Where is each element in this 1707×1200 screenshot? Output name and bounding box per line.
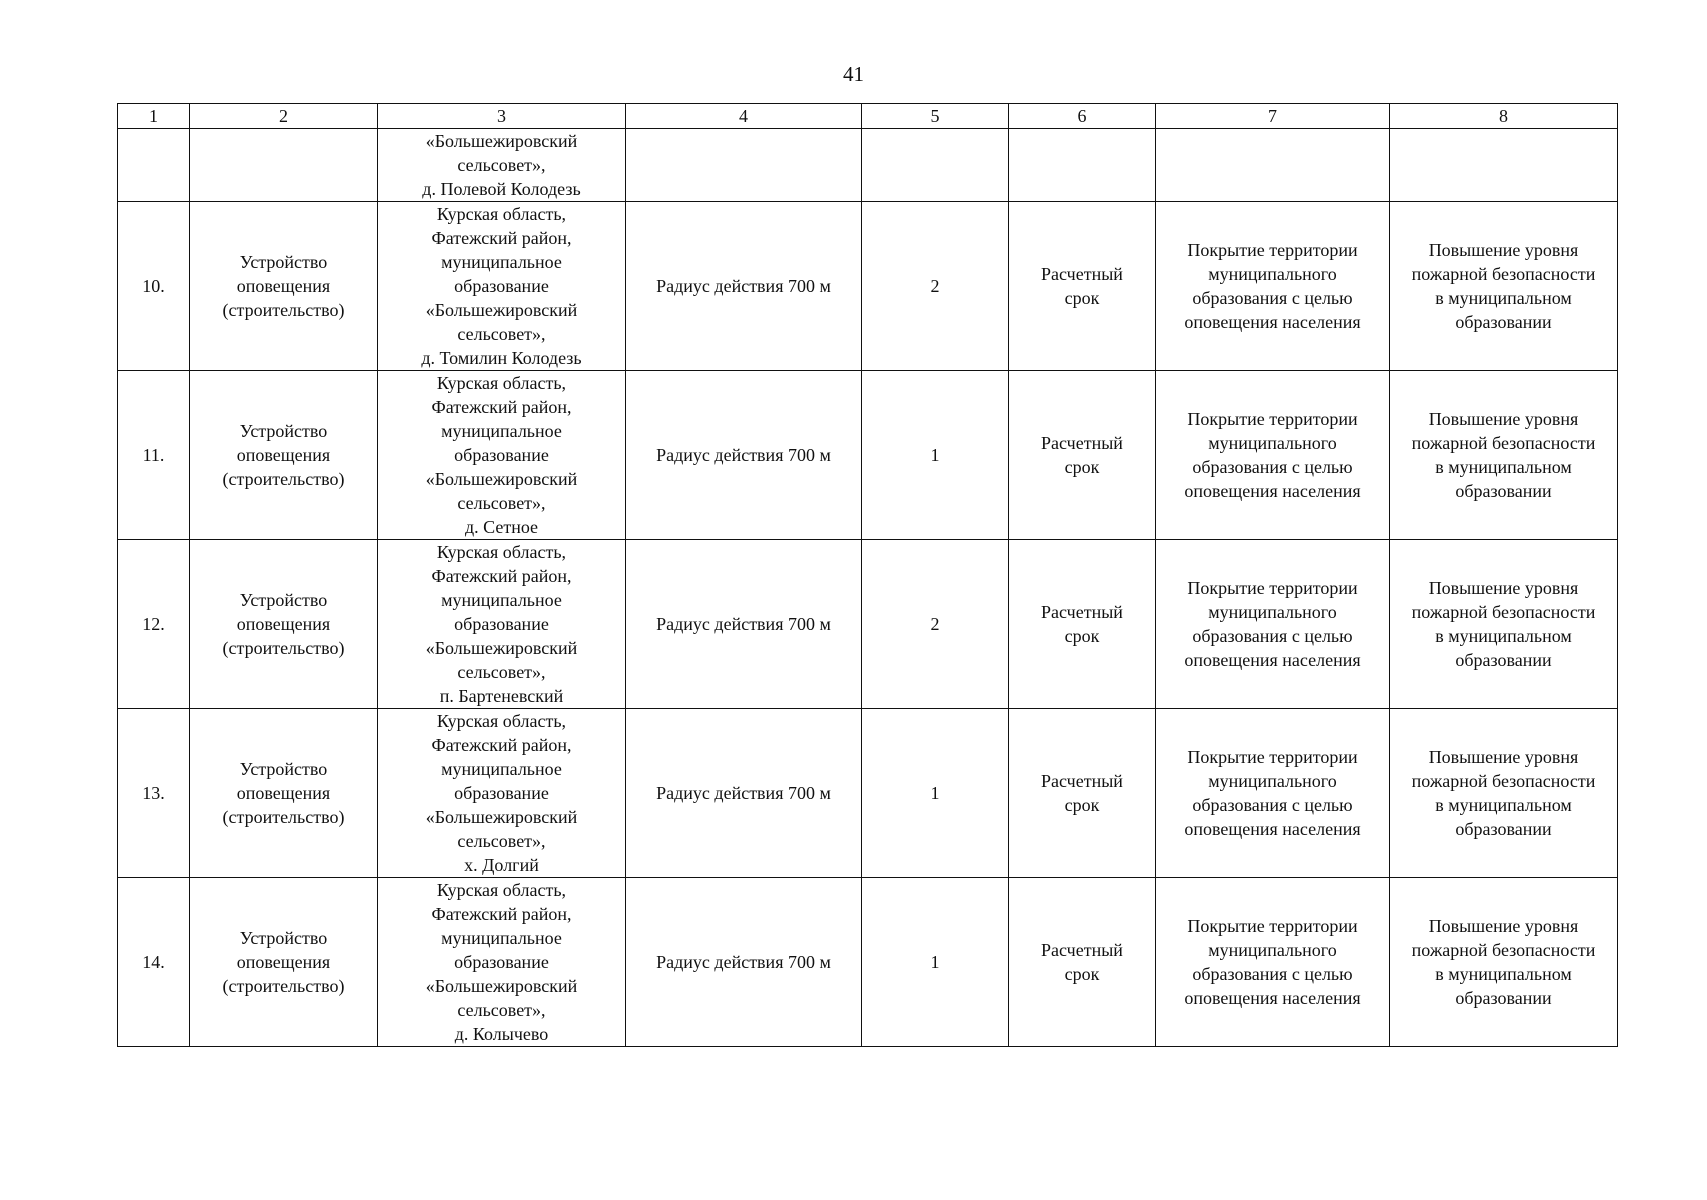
cell-quantity [862,129,1009,202]
cell-term: Расчетный срок [1009,371,1156,540]
cell-result [1390,129,1618,202]
cell-num [118,129,190,202]
cell-term: Расчетный срок [1009,709,1156,878]
cell-num: 12. [118,540,190,709]
cell-location: Курская область, Фатежский район, муниципальное образование «Большежировский сельсовет», х. Долгий [378,709,626,878]
cell-location: Курская область, Фатежский район, муниципальное образование «Большежировский сельсовет», д. Томилин Колодезь [378,202,626,371]
header-col-4: 4 [626,104,862,129]
table-row [118,202,1618,371]
cell-num: 13. [118,709,190,878]
cell-num: 11. [118,371,190,540]
cell-characteristics: Радиус действия 700 м [626,709,862,878]
cell-term: Расчетный срок [1009,202,1156,371]
cell-characteristics: Радиус действия 700 м [626,878,862,1047]
header-col-7: 7 [1156,104,1390,129]
header-col-1: 1 [118,104,190,129]
cell-quantity: 2 [862,202,1009,371]
cell-result: Повышение уровня пожарной безопасности в муниципальном образовании [1390,371,1618,540]
cell-num: 14. [118,878,190,1047]
cell-characteristics: Радиус действия 700 м [626,540,862,709]
header-col-6: 6 [1009,104,1156,129]
cell-purpose [1156,129,1390,202]
cell-name: Устройство оповещения (строительство) [190,709,378,878]
cell-num: 10. [118,202,190,371]
cell-location: «Большежировский сельсовет», д. Полевой Колодезь [378,129,626,202]
table-row [118,709,1618,878]
cell-name: Устройство оповещения (строительство) [190,202,378,371]
header-col-5: 5 [862,104,1009,129]
cell-location: Курская область, Фатежский район, муниципальное образование «Большежировский сельсовет», д. Колычево [378,878,626,1047]
cell-quantity: 1 [862,709,1009,878]
header-col-8: 8 [1390,104,1618,129]
page-number: 41 [843,62,864,86]
cell-quantity: 1 [862,371,1009,540]
cell-purpose: Покрытие территории муниципального образования с целью оповещения населения [1156,709,1390,878]
header-row [118,104,1618,129]
cell-characteristics: Радиус действия 700 м [626,202,862,371]
cell-name: Устройство оповещения (строительство) [190,540,378,709]
cell-result: Повышение уровня пожарной безопасности в муниципальном образовании [1390,709,1618,878]
cell-location: Курская область, Фатежский район, муниципальное образование «Большежировский сельсовет», п. Бартеневский [378,540,626,709]
cell-name [190,129,378,202]
table-row [118,371,1618,540]
cell-characteristics: Радиус действия 700 м [626,371,862,540]
cell-location: Курская область, Фатежский район, муниципальное образование «Большежировский сельсовет», д. Сетное [378,371,626,540]
table-row [118,540,1618,709]
cell-quantity: 1 [862,878,1009,1047]
header-col-3: 3 [378,104,626,129]
cell-result: Повышение уровня пожарной безопасности в муниципальном образовании [1390,202,1618,371]
cell-result: Повышение уровня пожарной безопасности в муниципальном образовании [1390,878,1618,1047]
cell-term: Расчетный срок [1009,540,1156,709]
measures-table [117,103,1618,1047]
header-col-2: 2 [190,104,378,129]
cell-term [1009,129,1156,202]
cell-purpose: Покрытие территории муниципального образования с целью оповещения населения [1156,371,1390,540]
cell-quantity: 2 [862,540,1009,709]
cell-name: Устройство оповещения (строительство) [190,371,378,540]
cell-name: Устройство оповещения (строительство) [190,878,378,1047]
cell-characteristics [626,129,862,202]
table-row-continuation [118,129,1618,202]
cell-purpose: Покрытие территории муниципального образования с целью оповещения населения [1156,878,1390,1047]
cell-purpose: Покрытие территории муниципального образования с целью оповещения населения [1156,202,1390,371]
table-row [118,878,1618,1047]
cell-result: Повышение уровня пожарной безопасности в муниципальном образовании [1390,540,1618,709]
cell-purpose: Покрытие территории муниципального образования с целью оповещения населения [1156,540,1390,709]
cell-term: Расчетный срок [1009,878,1156,1047]
